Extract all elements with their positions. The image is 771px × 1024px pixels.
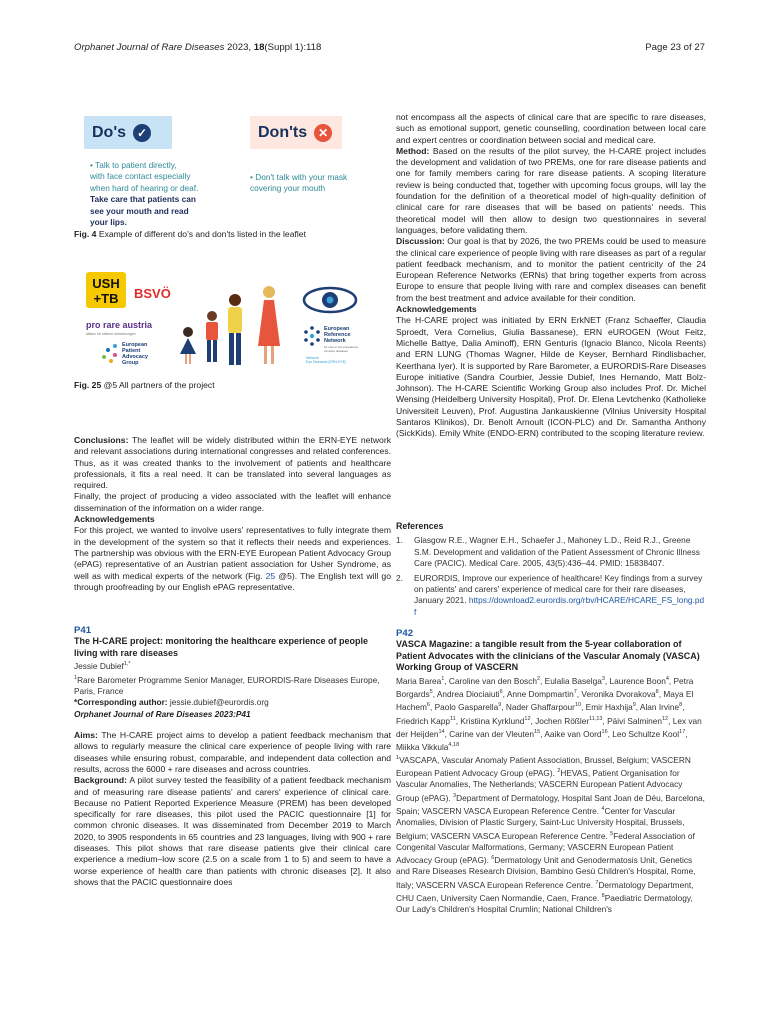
abstract-p41 — [74, 625, 391, 888]
bsvo-logo: BSVÖ — [134, 286, 171, 301]
svg-text:Advocacy: Advocacy — [122, 354, 148, 360]
author-affiliation-number: 11 — [449, 715, 456, 722]
family-illustration — [180, 286, 280, 365]
author-affiliation-number: 2 — [536, 676, 541, 683]
reference-2: 2. EURORDIS, Improve our experience of healthcare! Key findings from a survey on patients' and carers' experience of medical care for their rare diseases, January 2021. https://download2.eurordis.org/rbv/HCARE/HCARE_FS_long.pdf — [396, 572, 705, 617]
author-affiliation-number: 10 — [574, 702, 582, 709]
donts-badge: Don'ts ✕ — [250, 116, 342, 149]
abstract-author: Jessie Dubief$^{1,*}$ — [74, 661, 131, 672]
abstract-title: VASCA Magazine: a tangible result from the 5-year collaboration of Patient Advocates with the clinicians of the Vascular Anomaly (VASCA) Working Group of VASCERN — [396, 639, 700, 673]
abstract-authors — [396, 674, 706, 753]
author-name: , Maya El Hachem — [396, 689, 694, 713]
author-affiliation-number: 16 — [601, 728, 608, 735]
affiliation-text: VASCAPA, Vascular Anomaly Patient Association, Brussel, Belgium; VASCERN European Patient Advocacy Group (ePAG). — [396, 754, 691, 779]
author-affiliation-number: 6 — [426, 702, 430, 709]
author-affiliation-number: 5 — [429, 689, 433, 696]
author-affiliation-number: 11,13 — [589, 715, 603, 722]
acknowledgements-heading: Acknowledgements — [74, 514, 155, 525]
svg-text:European: European — [122, 342, 148, 348]
author-name: , Anne Dompmartin — [502, 689, 574, 700]
ern-eye-logo — [304, 288, 356, 312]
author-name: , Friedrich Kapp — [396, 702, 685, 726]
figure-25-link[interactable]: 25 — [265, 570, 276, 581]
author-name: , Emir Haxhija — [581, 702, 633, 713]
svg-text:Patient: Patient — [122, 348, 141, 354]
abstract-affiliation: $^1$Rare Barometer Programme Senior Manager, EURORDIS-Rare Diseases Europe, Paris, France — [74, 674, 380, 696]
partners-logos — [84, 270, 384, 374]
author-name: , Miikka Vikkula — [396, 728, 688, 752]
svg-text:Eye Diseases (ERN-EYE): Eye Diseases (ERN-EYE) — [306, 360, 347, 364]
author-name: , Nader Ghaffarpour — [501, 702, 575, 713]
abstract-affiliations — [396, 753, 706, 915]
author-affiliation-number: 6 — [499, 689, 503, 696]
affiliation-number: 8 — [601, 892, 605, 899]
figure-25-caption: Fig. 25 @5 All partners of the project — [74, 380, 215, 390]
author-name: , Alan Irvine — [635, 702, 680, 713]
author-name: , Lex van der Heijden — [396, 715, 702, 739]
aims-paragraph: Aims: The H-CARE project aims to develop a patient feedback mechanism that allows to regularly measure the clinical care experience of people living with rare diseases while ensuring robust, comparable, and independent data collection and results, across the 6000 + rare diseases and across countries. — [74, 730, 391, 774]
svg-text:Group: Group — [122, 360, 139, 366]
close-icon: ✕ — [314, 124, 332, 142]
running-header-journal: Orphanet Journal of Rare Diseases 2023, 18(Suppl 1):118 — [74, 42, 322, 53]
author-name: , Carine van der Vleuten — [444, 728, 535, 739]
svg-text:for rare or low prevalence: for rare or low prevalence — [324, 345, 359, 349]
author-affiliation-number: 8 — [655, 689, 659, 696]
running-header-page: Page 23 of 27 — [645, 42, 705, 53]
corresponding-author: *Corresponding author: jessie.dubief@eurordis.org — [74, 697, 269, 708]
author-name: , Leo Schultze Kool — [607, 728, 680, 739]
abstract-citation: Orphanet Journal of Rare Diseases 2023:P41 — [74, 708, 251, 719]
abstract-number: P41 — [74, 625, 92, 636]
affiliation-text: HEVAS, Patient Organisation for Vascular Anomalies, The Netherlands; VASCERN European Patient Advocacy Group (ePAG). — [396, 768, 683, 803]
affiliation-number: 7 — [595, 879, 599, 886]
svg-text:European: European — [324, 326, 350, 332]
dos-text: • Talk to patient directly, with face contact especially when hard of hearing or deaf. Take care that patients can see your mouth and read your lips. — [90, 160, 199, 228]
author-name: Maria Barea — [396, 675, 442, 686]
author-affiliation-number: 4,18 — [448, 741, 460, 748]
affiliation-text: Paediatric Dermatology, Our Lady's Children's Hospital Crumlin; National Children's — [396, 892, 693, 915]
svg-text:USH: USH — [92, 276, 120, 291]
author-name: , Laurence Boon — [604, 675, 666, 686]
author-affiliation-number: 9 — [632, 702, 636, 709]
author-name: , Paolo Gasparella — [429, 702, 499, 713]
affiliation-number: 1 — [396, 755, 400, 762]
reference-1: 1. Glasgow R.E., Wagner E.H., Schaefer J., Mahoney L.D., Reid R.J., Greene S.M. Development and validation of the Patient Assessment of Chronic Illness Care (PACIC). Medical Care. 2005, 43(5):436–44. PMID: 15838407. — [396, 535, 700, 569]
method-paragraph: Method: Based on the results of the pilot survey, the H-CARE project includes the development and validation of two PREMs, one for rare disease patients and one for family members caring for rare disease patients. A scoping literature review is being conducted that, together with upcoming focus groups, will lay the foundation for the definition of a theoretical model of high-quality definition of clinical care for rare diseases that will be based on patients' needs. This theoretical model will then allow to design two questionnaires in several languages, before validating them. — [396, 145, 706, 235]
reference-2-link[interactable]: https://download2.eurordis.org/rbv/HCARE/HCARE_FS_long.pdf — [414, 595, 705, 617]
affiliation-number: 2 — [557, 768, 561, 775]
author-affiliation-number: 3 — [601, 676, 605, 683]
check-icon: ✓ — [133, 124, 151, 142]
donts-text: • Don't talk with your mask covering your mouth — [250, 172, 348, 194]
figure-25 — [84, 270, 384, 374]
svg-text:+TB: +TB — [93, 291, 119, 306]
author-name: , Jochen Rößler — [530, 715, 590, 726]
conclusions-paragraph: Conclusions: The leaflet will be widely distributed within the ERN-EYE network and relevant associations during international congresses and related conferences. Thus, as it was created thanks to the involvement of patients and healthcare professionals, it fits a real need. It can be translated into several languages as required. — [74, 435, 391, 491]
references-heading: References — [396, 521, 444, 531]
affiliation-number: 6 — [491, 855, 495, 862]
author-affiliation-number: 12 — [524, 715, 531, 722]
affiliation-text: Department of Dermatology, Hospital Sant Joan de Déu, Barcelona, Spain; VASCERN VASCA European Reference Centre. — [396, 792, 705, 816]
affiliation-number: 4 — [601, 806, 605, 813]
author-name: , Aaike van Oord — [540, 728, 602, 739]
ern-logo — [304, 326, 358, 364]
author-name: , Petra Borgards — [396, 675, 694, 700]
discussion-paragraph: Discussion: Our goal is that by 2026, the two PREMs could be used to measure the clinical care experience of people living with rare diseases as part of a regular patient feedback mechanism, and to monitor the patient centricity of the 24 European Reference Networks (ERNs) that bring together experts from across Europe to ensure that people living with rare and complex diseases can benefit from the best treatment and advice available for their condition. — [396, 236, 706, 303]
svg-text:Reference: Reference — [324, 332, 351, 338]
affiliation-text: Dermatology Unit and Genodermatosis Unit, Genetics and Rare Diseases Research Division, Bambino Gesù Children's Hospital, Rome, Italy; VASCERN VASCA European Reference Centre. — [396, 854, 696, 890]
abstract-number: P42 — [396, 628, 414, 639]
acknowledgements-heading: Acknowledgements — [396, 304, 477, 315]
svg-text:Network: Network — [306, 356, 319, 360]
author-name: , Andrea Diociaiuti — [432, 689, 500, 700]
author-affiliation-number: 17 — [679, 728, 686, 735]
pro-rare-austria-logo: pro rare austria — [86, 320, 153, 330]
dos-badge: Do's ✓ — [84, 116, 172, 149]
acknowledgements-paragraph: For this project, we wanted to involve users' representatives to fully integrate them in the development of the system so that it reflects their needs and experiences. The partnership was obvious with the ERN-EYE European Patient Advocacy Group (ePAG) representative of an Austrian patient association for Usher Syndrome, as well as with medical experts of the network (Fig. 25 @5). The English text will go through proofreading by our English ePAG representative. — [74, 525, 391, 592]
figure-4-caption: Fig. 4 Example of different do's and don'ts listed in the leaflet — [74, 229, 306, 239]
author-affiliation-number: 9 — [498, 702, 502, 709]
left-column-body — [74, 435, 391, 593]
author-affiliation-number: 12 — [661, 715, 669, 722]
references-section — [396, 521, 706, 618]
svg-text:Network: Network — [324, 338, 346, 344]
epag-logo — [102, 342, 149, 366]
author-affiliation-number: 1 — [441, 676, 445, 683]
abstract-title: The H-CARE project: monitoring the healthcare experience of people living with rare diseases — [74, 636, 369, 658]
abstract-p42 — [396, 628, 706, 916]
author-affiliation-number: 4 — [665, 676, 669, 683]
figure-4 — [84, 116, 374, 228]
author-affiliation-number: 8 — [679, 702, 683, 709]
author-name: , Kristiina Kyrklund — [455, 715, 525, 726]
author-name: , Eulalia Baselga — [540, 675, 602, 686]
author-affiliation-number: 15 — [534, 728, 541, 735]
author-name: , Päivi Salminen — [602, 715, 662, 726]
affiliation-number: 3 — [453, 792, 457, 799]
affiliation-number: 5 — [610, 830, 614, 837]
author-name: , Caroline van den Bosch — [444, 675, 537, 686]
acknowledgements-paragraph: The H-CARE project was initiated by ERN ErkNET (Franz Schaeffer, Claudia Sproedt, Vera Cornelius, Giulia Bassanese), ERN eUROGEN (Wout Feitz, Michelle Battye, Dalia Aminoff), ERN Genturis (Ignacio Blanco, Nicola Reents) and ERN LUNG (Thomas Wagner, Hilde de Keyser, Bernhard Rindlisbacher, Keerthana Iyer). It is supported by Rare Barometer, a EURORDIS-Rare Diseases Europe initiative (Sandra Courbier, Jessie Dubief, Ines Hernando, Matt Bolz-Johnson). The H-CARE Scientific Working Group also includes Prof. Dr. Michel Wensing (Heidelberg University Hospital), Prof. Dr. Elena Levtchenko (Katholieke Universiteit Leuven), Prof. Augustina Jankauskienne (Vilnius University Hospital Santaros Klinikos), Dr. Benolt Arnoult (ICON-PLC) and Dr. Samantha Anthony (SickKids). Emily White (ENDO-ERN) contributed to the scoping literature review. — [396, 315, 706, 439]
svg-text:complex diseases: complex diseases — [324, 349, 348, 353]
svg-text:allianz für seltene erkrankung: allianz für seltene erkrankungen — [86, 332, 136, 336]
right-column-body — [396, 112, 706, 440]
author-name: , Veronika Dvorakova — [576, 689, 656, 700]
conclusions-paragraph-2: Finally, the project of producing a video associated with the leaflet will enhance dissemination of the information on a wider range. — [74, 491, 391, 513]
continued-paragraph: not encompass all the aspects of clinical care that are specific to rare diseases, such as emotional support, genetic counselling, coordination between local care and expert centres or coordination between social and medical care. — [396, 112, 706, 145]
affiliation-text: Federal Association of Congenital Vascular Malformations, Germany; VASCERN European Patient Advocacy Group (ePAG). — [396, 830, 695, 865]
author-affiliation-number: 7 — [573, 689, 577, 696]
background-paragraph: Background: A pilot survey tested the feasibility of a patient feedback mechanism and of measuring rare disease patients' and carers' experience of clinical care. Because no Patient Reported Experience Measure (PREM) has been developed specifically for rare diseases, this pilot used the PACIC questionnaire [1] for common chronic diseases. It was disseminated from December 2019 to March 2020, to 3905 respondents in 65 countries and 23 languages, living with 900 + rare diseases. This pilot shows that rare disease patients give their clinical care experience a medium–low score (2.5 on a scale from 1 to 5) and seem to have a worse experience of health care than patients with chronic diseases [2]. It also shows that the PACIC questionnaire does — [74, 775, 391, 887]
author-affiliation-number: 14 — [438, 728, 445, 735]
affiliation-text: Center for Vascular Anomalies, Division of Plastic Surgery, Saint-Luc University Hospital, Brussels, Belgium; VASCERN VASCA European Reference Centre. — [396, 805, 685, 841]
affiliation-text: Dermatology Department, CHU Caen, University Caen Normandie, Caen, France. — [396, 879, 694, 903]
